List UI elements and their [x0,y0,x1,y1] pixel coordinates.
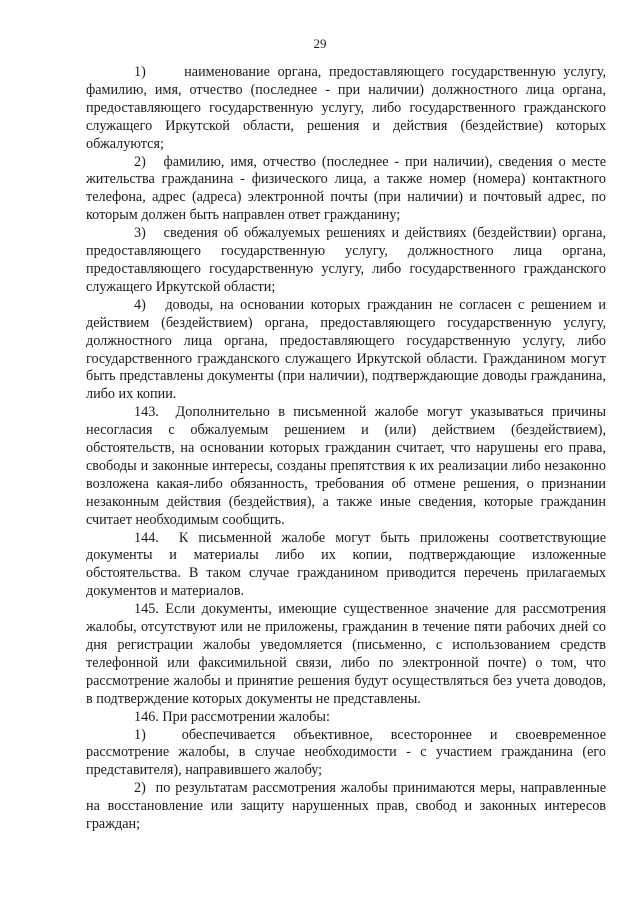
page-number: 29 [313,36,327,51]
paragraph-144: 144. К письменной жалобе могут быть приложены соответствующие документы и материалы либо их копии, подтверждающие изложенные обстоятельства. В таком случае гражданином приводится перечень прилагаемых документов и материалов. [86,529,606,600]
paragraph-item-2-citizen-details: 2) фамилию, имя, отчество (последнее - при наличии), сведения о месте жительства гражданина - физического лица, а также номер (номера) контактного телефона, адрес (адреса) электронной почты (при наличии) и почтовый адрес, по которым должен быть направлен ответ гражданину; [86,153,606,224]
paragraph-item-1-complaint-subject: 1) наименование органа, предоставляющего государственную услугу, фамилию, имя, отчество (последнее - при наличии) должностного лица органа, предоставляющего государственную услугу, либо государственного гражданского служащего Иркутской области, решения и действия (бездействие) которых обжалуются; [86,64,606,152]
paragraph-146-heading: 146. При рассмотрении жалобы: [134,708,330,725]
paragraph-item-4-arguments: 4) доводы, на основании которых гражданин не согласен с решением и действием (бездействием) органа, предоставляющего государственную услугу, должностного лица органа, предоставляющего государственную услугу, либо государственного гражданского служащего Иркутской области. Гражданином могут быть представлены документы (при наличии), подтверждающие доводы гражданина, либо их копии. [86,296,606,403]
document-body [86,64,606,834]
paragraph-146-item-2: 2) по результатам рассмотрения жалобы принимаются меры, направленные на восстановление или защиту нарушенных прав, свобод и законных интересов граждан; [86,780,606,833]
paragraph-143: 143. Дополнительно в письменной жалобе могут указываться причины несогласия с обжалуемым решением и (или) действием (бездействием), обстоятельств, на основании которых гражданин считает, что нарушены его права, свободы и законные интересы, созданы препятствия к их реализации либо незаконно возложена какая-либо обязанность, требования об отмене решения, о признании незаконным действия (бездействия), а также иные сведения, которые гражданин считает необходимым сообщить. [86,404,606,528]
paragraph-146-item-1: 1) обеспечивается объективное, всестороннее и своевременное рассмотрение жалобы, в случае необходимости - с участием гражданина (его представителя), направившего жалобу; [86,726,606,779]
paragraph-item-3-appealed-actions: 3) сведения об обжалуемых решениях и действиях (бездействии) органа, предоставляющего государственную услугу, должностного лица органа, предоставляющего государственную услугу, либо государственного гражданского служащего Иркутской области; [86,225,606,295]
paragraph-145: 145. Если документы, имеющие существенное значение для рассмотрения жалобы, отсутствуют или не приложены, гражданин в течение пяти рабочих дней со дня регистрации жалобы уведомляется (письменно, с использованием средств телефонной или факсимильной связи, либо по электронной почте) о том, что рассмотрение жалобы и принятие решения будут осуществляться без учета доводов, в подтверждение которых документы не представлены. [86,601,606,707]
